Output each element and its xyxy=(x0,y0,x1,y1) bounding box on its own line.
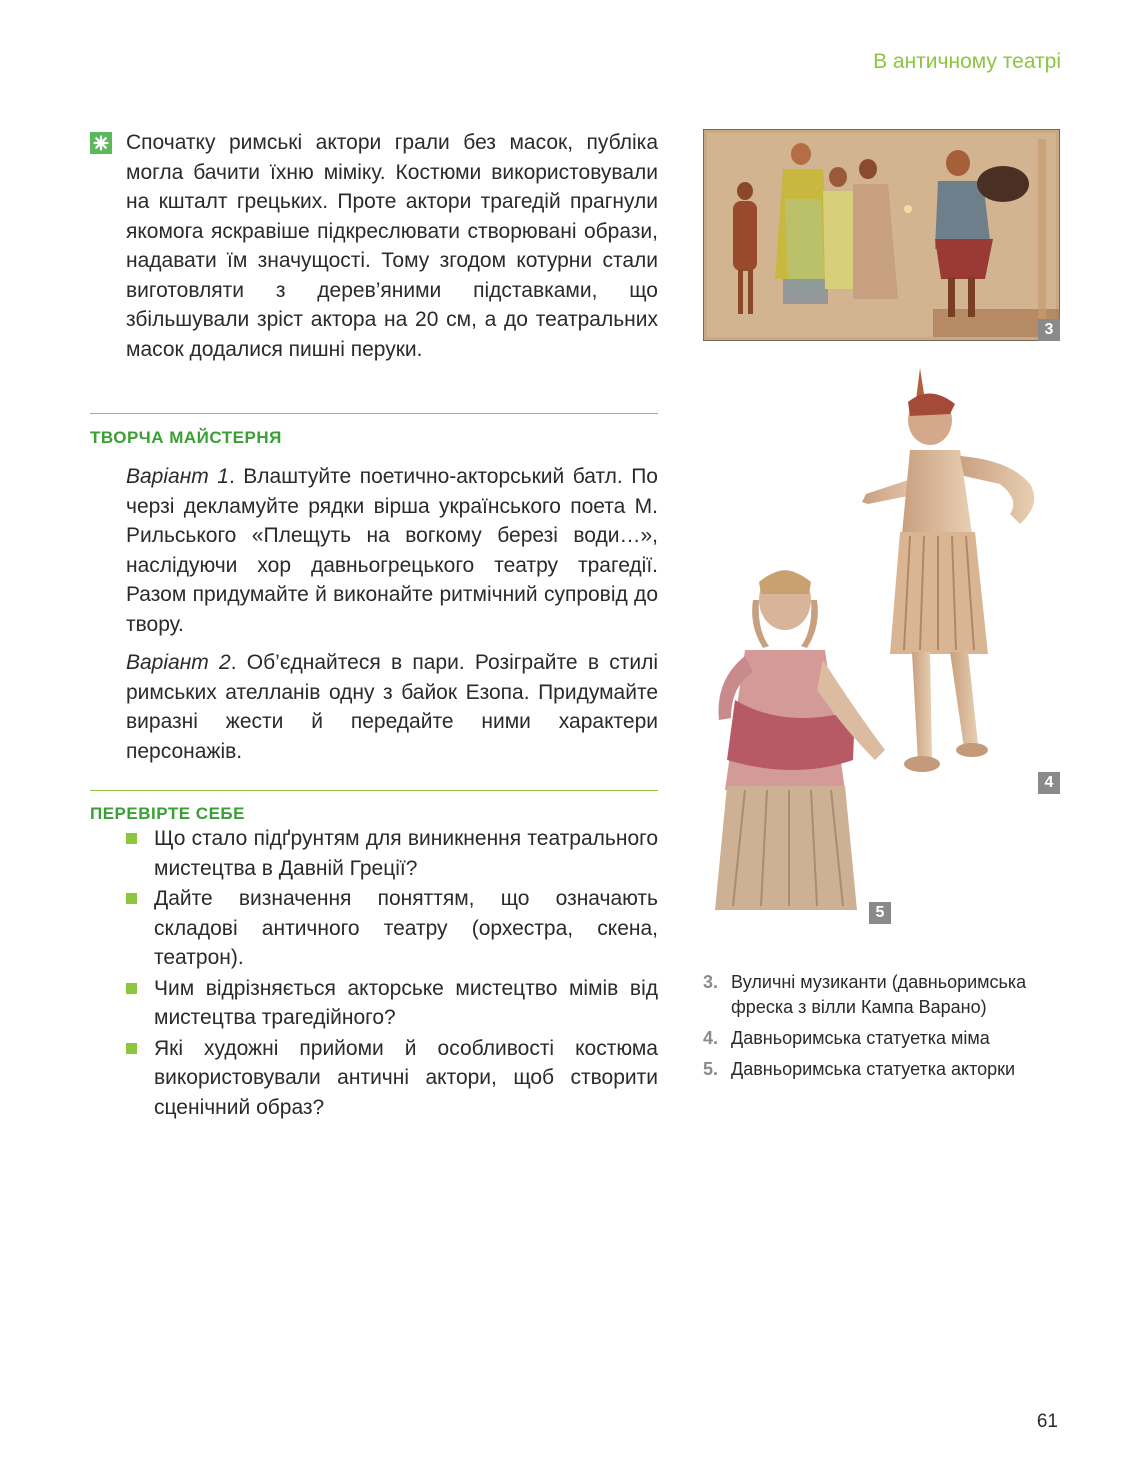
list-item: Чим відрізняється акторське мистецтво мімів від мистецтва трагедійного? xyxy=(90,974,658,1033)
square-bullet-icon xyxy=(126,1043,137,1054)
question-list xyxy=(90,824,658,1122)
caption-number: 5. xyxy=(703,1059,719,1079)
fresco-image xyxy=(703,129,1060,341)
variant-1-label: Варіант 1 xyxy=(126,465,229,488)
caption-item xyxy=(703,970,1073,1020)
caption-item xyxy=(703,1026,1073,1051)
caption-text: Давньоримська статуетка міма xyxy=(731,1028,990,1048)
check-title: ПЕРЕВІРТЕ СЕБЕ xyxy=(90,804,245,823)
figure-number-badge: 4 xyxy=(1038,772,1060,794)
caption-text: Давньоримська статуетка акторки xyxy=(731,1059,1016,1079)
check-block xyxy=(90,824,658,1123)
caption-number: 4. xyxy=(703,1028,719,1048)
page-number: 61 xyxy=(1036,1411,1058,1432)
caption-number: 3. xyxy=(703,972,719,992)
actress-statuette-illustration xyxy=(705,560,891,924)
caption-item xyxy=(703,1057,1073,1082)
workshop-block xyxy=(90,462,658,766)
divider xyxy=(90,790,658,791)
running-header: В античному театрі xyxy=(873,50,1061,73)
variant-1-text: . Влаштуйте поетично-акторський батл. По черзі декламуйте рядки вірша українського поета М. Рильського «Плещуть на вогкому березі води…», наслідуючи хор давньогрецького театру трагедії. Разом придумайте й виконайте ритмічний супровід до твору. xyxy=(126,465,658,636)
asterisk-icon xyxy=(90,132,112,154)
variant-1 xyxy=(90,462,658,639)
figure-number-badge: 5 xyxy=(869,902,891,924)
square-bullet-icon xyxy=(126,983,137,994)
variant-2-label: Варіант 2 xyxy=(126,651,231,674)
actress-statuette-image xyxy=(705,560,891,924)
divider xyxy=(90,413,658,414)
figure-captions xyxy=(703,970,1073,1088)
intro-text: Спочатку римські актори грали без масок, публіка могла бачити їхню міміку. Костюми використовували на кшталт грецьких. Проте актори трагедій прагнули якомога яскравіше підкреслювати створювані образи, надавати їм значущості. Тому згодом котурни стали виготовляти з дерев’яними підставками, що збільшували зріст актора на 20 см, а до театральних масок додалися пишні перуки. xyxy=(126,131,658,361)
caption-text: Вуличні музиканти (давньоримська фреска з вілли Кампа Варано) xyxy=(731,972,1027,1017)
variant-2 xyxy=(90,648,658,766)
list-item: Що стало підґрунтям для виникнення театрального мистецтва в Давній Греції? xyxy=(90,824,658,883)
list-item: Дайте визначення поняттям, що означають складові античного театру (орхестра, скена, театрон). xyxy=(90,884,658,973)
variant-2-text: . Об’єднайтеся в пари. Розіграйте в стилі римських ателланів одну з байок Езопа. Придумайте виразні жести й передайте ними характери персонажів. xyxy=(126,651,658,763)
list-item: Які художні прийоми й особливості костюма використовували античні актори, щоб створити сценічний образ? xyxy=(90,1034,658,1123)
intro-block xyxy=(90,128,658,364)
square-bullet-icon xyxy=(126,833,137,844)
figure-number-badge: 3 xyxy=(1038,319,1060,341)
fresco-illustration xyxy=(703,129,1060,341)
workshop-title: ТВОРЧА МАЙСТЕРНЯ xyxy=(90,428,282,447)
square-bullet-icon xyxy=(126,893,137,904)
